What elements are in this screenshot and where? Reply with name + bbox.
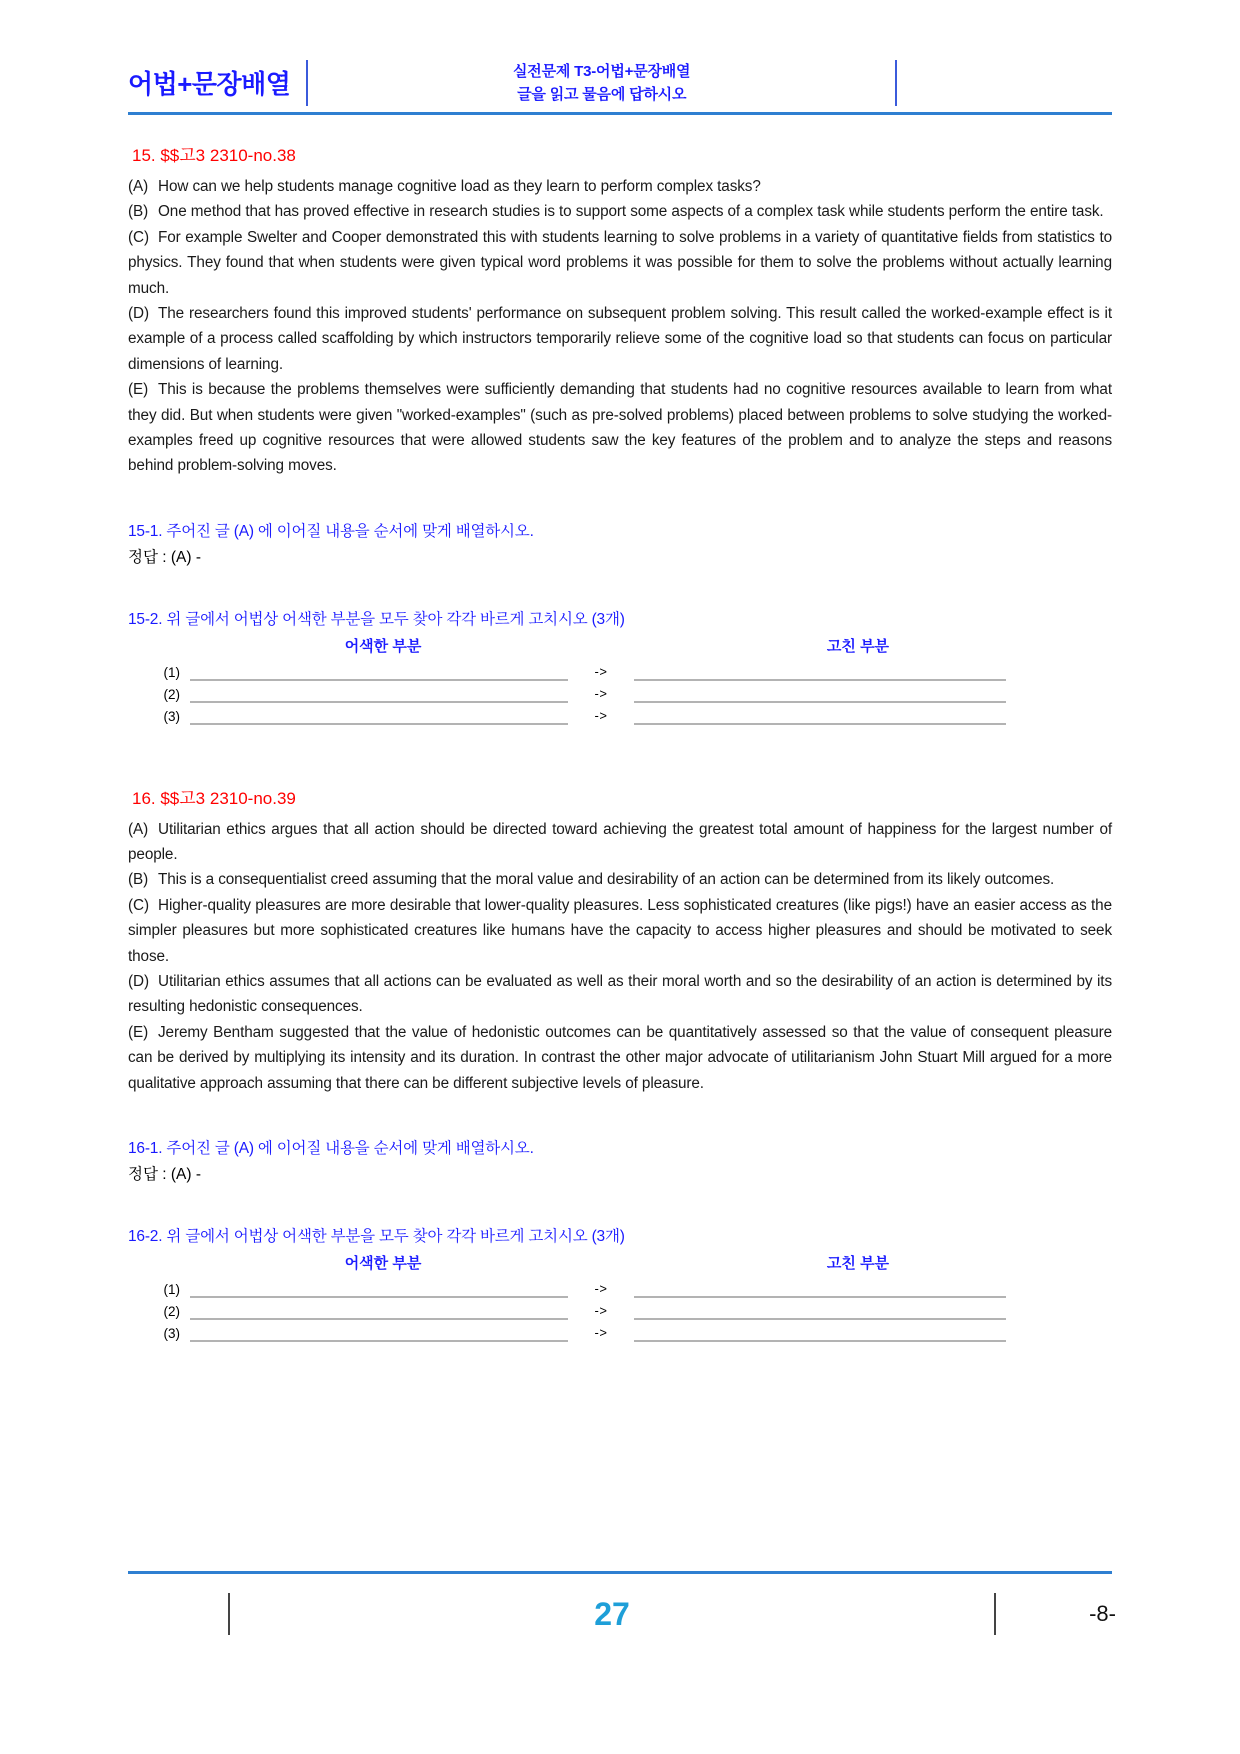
spacer <box>128 1096 1112 1136</box>
arrow-icon: -> <box>594 685 608 701</box>
paragraph-text: Utilitarian ethics argues that all action should be directed toward achieving the greatest total amount of happiness for the largest number of people. <box>128 820 1112 864</box>
question-title: 16. $$고3 2310-no.39 <box>132 788 296 808</box>
paragraph-label: (E) <box>128 1023 149 1041</box>
question-block-15 <box>128 141 1112 726</box>
arrow-icon: -> <box>594 1280 608 1296</box>
page-number-right: -8- <box>1089 1601 1116 1626</box>
paragraph-label: (D) <box>128 304 149 322</box>
passage-paragraph <box>128 1020 1112 1096</box>
arrow-icon: -> <box>594 1324 608 1340</box>
paragraph-label: (D) <box>128 973 149 991</box>
paragraph-text: The researchers found this improved students' performance on subsequent problem solving. This result called the worked-example effect is it example of a process called scaffolding by which instructors temporarily relieve some of the cognitive load so that students can focus on particular dimensions of learning. <box>128 304 1112 373</box>
answer-blank-incorrect[interactable] <box>190 1296 568 1298</box>
paragraph-text: This is because the problems themselves were sufficiently demanding that students had no cognitive resources available to learn from what they did. But when students were given "worked-examples" (such as pre-solved problems) placed between problems to solve studying the worked-examples freed up cognitive resources that were allowed students saw the key features of the problem and to analyze the steps and reasons behind problem-solving moves. <box>128 381 1112 475</box>
paragraph-label: (B) <box>128 871 149 889</box>
paragraph-text: Jeremy Bentham suggested that the value of hedonistic outcomes can be quantitatively assessed so that the value of consequent pleasure can be derived by multiplying its intensity and its duration. In contrast the other major advocate of utilitarianism John Stuart Mill argued for a more qualitative approach assuming that there can be different subjective levels of pleasure. <box>128 1023 1112 1092</box>
arrow-icon: -> <box>594 1302 608 1318</box>
passage-16 <box>128 817 1112 1096</box>
subquestion-16-1-answer[interactable]: 정답 : (A) - <box>128 1165 201 1183</box>
row-index: (3) <box>163 1326 180 1342</box>
passage-paragraph <box>128 893 1112 969</box>
answer-blank-corrected[interactable] <box>634 723 1006 725</box>
table-row <box>128 1277 1112 1299</box>
row-index: (2) <box>163 1304 180 1320</box>
passage-paragraph <box>128 174 1112 199</box>
column-header-arrow-spacer <box>598 1252 658 1273</box>
page-number-center: 27 <box>594 1595 630 1632</box>
column-header-incorrect: 어색한 부분 <box>344 1254 422 1272</box>
paragraph-label: (A) <box>128 178 149 195</box>
answer-blank-incorrect[interactable] <box>190 723 568 725</box>
question-block-16 <box>128 784 1112 1343</box>
passage-paragraph <box>128 225 1112 301</box>
correction-table-rows <box>128 1277 1112 1343</box>
passage-paragraph <box>128 817 1112 868</box>
answer-blank-incorrect[interactable] <box>190 1318 568 1320</box>
header-divider-right <box>895 60 897 106</box>
subquestion-16-1-prompt: 16-1. 주어진 글 (A) 에 이어질 내용을 순서에 맞게 배열하시오. <box>128 1139 534 1157</box>
header-subtitle-line-2: 글을 읽고 물음에 답하시오 <box>517 85 687 103</box>
answer-blank-corrected[interactable] <box>634 701 1006 703</box>
subquestion-15-1-prompt: 15-1. 주어진 글 (A) 에 이어질 내용을 순서에 맞게 배열하시오. <box>128 522 534 540</box>
table-row <box>128 704 1112 726</box>
paragraph-label: (E) <box>128 381 149 399</box>
passage-paragraph <box>128 377 1112 479</box>
answer-blank-corrected[interactable] <box>634 679 1006 681</box>
row-index: (2) <box>163 687 180 703</box>
arrow-icon: -> <box>594 663 608 679</box>
row-index: (1) <box>163 665 180 681</box>
paragraph-label: (B) <box>128 203 149 221</box>
page-header <box>128 0 1112 112</box>
spacer-between-questions <box>128 726 1112 784</box>
answer-blank-corrected[interactable] <box>634 1340 1006 1342</box>
correction-table-header <box>128 635 1112 656</box>
row-index: (3) <box>163 709 180 725</box>
question-title: 15. $$고3 2310-no.38 <box>132 146 296 165</box>
subquestion-15-2-prompt: 15-2. 위 글에서 어법상 어색한 부분을 모두 찾아 각각 바르게 고치시오 (3개) <box>128 610 625 628</box>
header-subtitle-line-1: 실전문제 T3-어법+문장배열 <box>513 62 691 80</box>
paragraph-text: For example Swelter and Cooper demonstrated this with students learning to solve problems in a variety of quantitative fields from statistics to physics. They found that when students were given typical word problems it was possible for them to solve the problems without actually learning much. <box>128 228 1112 297</box>
table-row <box>128 1321 1112 1343</box>
arrow-icon: -> <box>594 707 608 723</box>
paragraph-text: This is a consequentialist creed assuming that the moral value and desirability of an action can be determined from its likely outcomes. <box>158 871 1055 889</box>
page-content <box>128 115 1112 1343</box>
spacer <box>128 567 1112 607</box>
page-footer <box>128 1592 1120 1636</box>
correction-table-rows <box>128 660 1112 726</box>
row-index: (1) <box>163 1282 180 1298</box>
column-header-corrected: 고친 부분 <box>826 1254 890 1272</box>
passage-15 <box>128 174 1112 479</box>
subquestion-15-1-answer[interactable]: 정답 : (A) - <box>128 548 201 566</box>
passage-paragraph <box>128 969 1112 1020</box>
brand-title: 어법+문장배열 <box>128 69 291 100</box>
footer-rule <box>128 1571 1112 1574</box>
paragraph-text: One method that has proved effective in research studies is to support some aspects of a complex task while students perform the entire task. <box>158 203 1104 221</box>
table-row <box>128 682 1112 704</box>
paragraph-label: (C) <box>128 896 149 914</box>
answer-blank-incorrect[interactable] <box>190 701 568 703</box>
answer-blank-incorrect[interactable] <box>190 679 568 681</box>
table-row <box>128 660 1112 682</box>
column-header-corrected: 고친 부분 <box>826 637 890 655</box>
spacer <box>128 479 1112 519</box>
passage-paragraph <box>128 867 1112 892</box>
subquestion-16-2-prompt: 16-2. 위 글에서 어법상 어색한 부분을 모두 찾아 각각 바르게 고치시오 (3개) <box>128 1227 625 1245</box>
passage-paragraph <box>128 301 1112 377</box>
paragraph-text: Higher-quality pleasures are more desirable that lower-quality pleasures. Less sophisticated creatures (like pigs!) have an easier access as the simpler pleasures but more sophisticated creatures like humans have the capacity to access higher pleasures and should be motivated to seek those. <box>128 896 1112 965</box>
header-subtitle-block <box>308 60 895 107</box>
paragraph-label: (C) <box>128 228 149 246</box>
answer-blank-corrected[interactable] <box>634 1296 1006 1298</box>
spacer <box>128 1184 1112 1224</box>
passage-paragraph <box>128 199 1112 224</box>
column-header-arrow-spacer <box>598 635 658 656</box>
answer-blank-corrected[interactable] <box>634 1318 1006 1320</box>
correction-table-header <box>128 1252 1112 1273</box>
answer-blank-incorrect[interactable] <box>190 1340 568 1342</box>
paragraph-text: How can we help students manage cognitive load as they learn to perform complex tasks? <box>158 178 761 195</box>
paragraph-text: Utilitarian ethics assumes that all actions can be evaluated as well as their moral worth and so the desirability of an action is determined by its resulting hedonistic consequences. <box>128 973 1112 1016</box>
paragraph-label: (A) <box>128 820 149 838</box>
column-header-incorrect: 어색한 부분 <box>344 637 422 655</box>
table-row <box>128 1299 1112 1321</box>
